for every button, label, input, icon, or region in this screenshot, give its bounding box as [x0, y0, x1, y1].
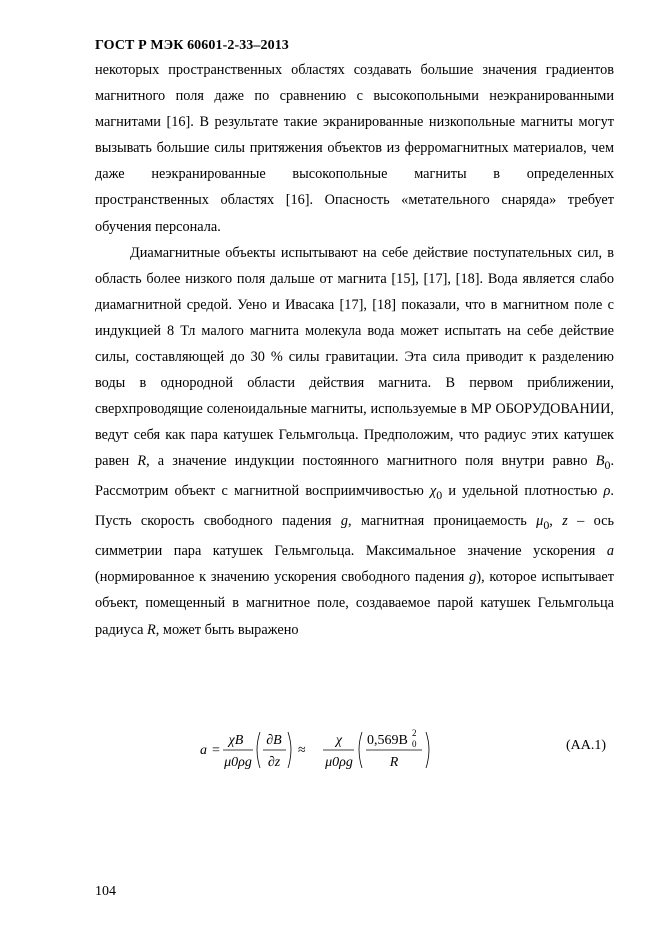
- formula-num-sub: 0: [412, 739, 417, 749]
- formula-approx: ≈: [298, 743, 306, 758]
- formula-R: R: [389, 755, 399, 770]
- var-a: a: [606, 543, 614, 560]
- formula-graphic: [200, 726, 440, 776]
- var-g2: g: [469, 569, 477, 586]
- equation-number: (АА.1): [566, 738, 607, 753]
- var-chi: χ: [429, 483, 437, 500]
- formula-mu0rhog-2: μ0ρg: [325, 755, 353, 770]
- equation-aa1: [0, 726, 661, 776]
- paragraph-2: Диамагнитные объекты испытывают на себе действие поступательных сил, в область более низкого поля дальше от магнита [15], [17], [18]. Вода является слабо диамагнитной средой. Уено и Ивасака [17], [18] показали, что в магнитном поле с индукцией 8 Тл малого магнита молекула вода может испытать на себе действие силы, составляющей до 30 % силы гравитации. Эта сила приводит к разделению воды в однородной области действия магнита. В первом приближении, сверхпроводящие соленоидальные магниты, используемые в МР ОБОРУДОВАНИИ, ведут себя как пара катушек Гельмгольца. Предположим, что радиус этих катушек равен R, а значение индукции постоянного магнитного поля внутри равно $B_0$. Рассмотрим объект с магнитной восприимчивостью $\chi_0$ и удельной плотностью ρ. Пусть скорость свободного падения g, магнитная проницаемость $\mu_0$, z – ось симметрии пара катушек Гельмгольца. Максимальное значение ускорения a (нормированное к значению ускорения свободного падения g), которое испытывает объект, помещенный в магнитное поле, создаваемое парой катушек Гельмгольца радиуса R, может быть выражено: [95, 244, 615, 638]
- paren-left-2: [359, 732, 362, 768]
- formula-equals: =: [212, 743, 220, 758]
- var-rho: ρ: [603, 483, 611, 500]
- formula-dz: ∂z: [267, 755, 281, 770]
- var-z: z: [562, 513, 568, 530]
- var-mu: μ: [536, 513, 544, 530]
- paragraph-1: некоторых пространственных областях создавать большие значения градиентов магнитного поля даже по сравнению с высокопольными неэкранированными магнитами [16]. В результате такие экранированные низкопольные магниты могут вызывать большие силы притяжения объектов из ферромагнитных материалов, чем даже неэкранированные высокопольные магниты в определенных пространственных областях [16]. Опасность «метательного снаряда» требует обучения персонала.: [95, 62, 614, 235]
- paren-right-2: [426, 732, 429, 768]
- paren-left-1: [257, 732, 260, 768]
- var-R: R: [137, 453, 147, 470]
- formula-dB: ∂B: [266, 733, 282, 748]
- paren-right-1: [288, 732, 291, 768]
- var-g: g: [340, 513, 348, 530]
- formula-chi: χ: [335, 733, 343, 748]
- formula-a: a: [200, 743, 207, 758]
- formula-num-sup: 2: [412, 728, 417, 738]
- formula-mu0rhog-1: μ0ρg: [224, 755, 252, 770]
- var-R2: R: [147, 621, 156, 638]
- page-number: 104: [95, 884, 116, 899]
- formula-chiB: χB: [228, 733, 244, 748]
- body-text: [95, 57, 614, 643]
- document-header: ГОСТ Р МЭК 60601-2-33–2013: [95, 38, 289, 53]
- formula-numerator: 0,569B: [367, 733, 408, 748]
- var-B0: B: [595, 453, 605, 470]
